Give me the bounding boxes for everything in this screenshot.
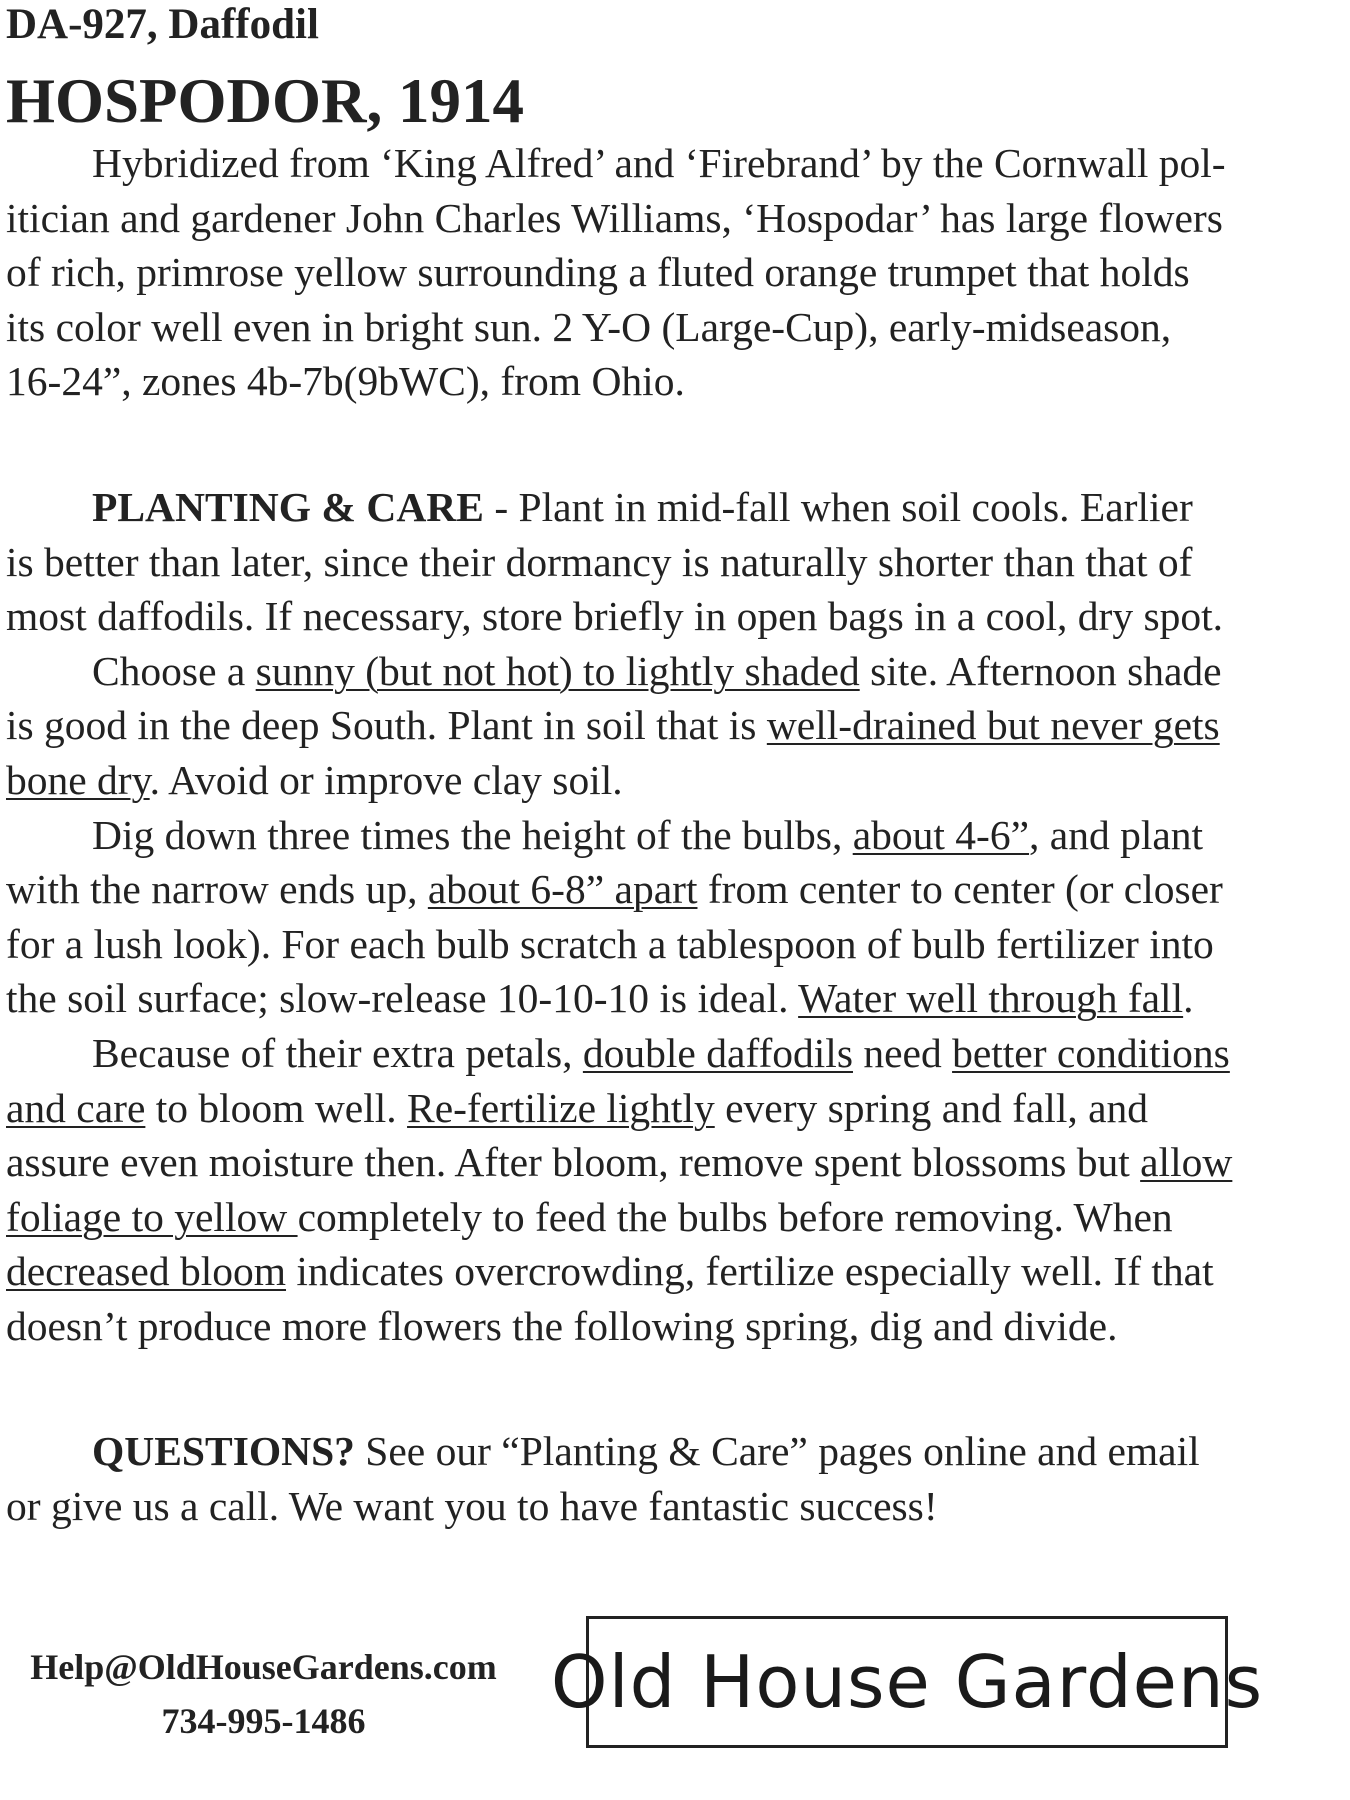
questions-section	[6, 1424, 1296, 1533]
planting-line: with the narrow ends up, about 6-8” apart from center to center (or closer	[6, 866, 1223, 913]
planting-line: decreased bloom indicates overcrowding, fertilize especially well. If that	[6, 1248, 1214, 1295]
underlined-phrase: Re-fertilize lightly	[407, 1084, 715, 1131]
description-line: 16-24”, zones 4b-7b(9bWC), from Ohio.	[6, 358, 685, 405]
product-title: HOSPODOR, 1914	[6, 66, 525, 136]
underlined-phrase: allow	[1140, 1139, 1233, 1186]
description-paragraph	[6, 136, 1296, 409]
contact-phone[interactable]: 734-995-1486	[161, 1701, 366, 1741]
description-line: of rich, primrose yellow surrounding a fluted orange trumpet that holds	[6, 249, 1190, 296]
planting-line: Dig down three times the height of the bulbs, about 4-6”, and plant	[92, 811, 1204, 858]
planting-line: doesn’t produce more flowers the following spring, dig and divide.	[6, 1302, 1118, 1349]
contact-block	[6, 1640, 521, 1748]
description-line: Hybridized from ‘King Alfred’ and ‘Firebrand’ by the Cornwall pol-	[92, 140, 1226, 186]
planting-line: PLANTING & CARE - Plant in mid-fall when soil cools. Earlier	[92, 484, 1193, 530]
underlined-phrase: sunny (but not hot) to lightly shaded	[255, 647, 860, 694]
underlined-phrase: well-drained but never gets	[766, 702, 1220, 749]
underlined-phrase: better conditions	[952, 1029, 1230, 1076]
planting-line: bone dry. Avoid or improve clay soil.	[6, 756, 623, 803]
planting-line: is better than later, since their dormancy is naturally shorter than that of	[6, 538, 1193, 585]
underlined-phrase: about 6-8” apart	[427, 866, 698, 913]
contact-email[interactable]: Help@OldHouseGardens.com	[30, 1647, 497, 1687]
underlined-phrase: bone dry	[6, 756, 150, 803]
underlined-phrase: double daffodils	[582, 1029, 853, 1076]
questions-heading: QUESTIONS?	[92, 1428, 355, 1474]
planting-line: and care to bloom well. Re-fertilize lightly every spring and fall, and	[6, 1084, 1149, 1131]
planting-line: the soil surface; slow-release 10-10-10 is ideal. Water well through fall.	[6, 975, 1194, 1022]
underlined-phrase: and care	[6, 1084, 146, 1131]
planting-line: Because of their extra petals, double daffodils need better conditions	[92, 1029, 1230, 1076]
underlined-phrase: foliage to yellow	[6, 1193, 298, 1240]
product-code: DA-927, Daffodil	[6, 1, 319, 48]
planting-line: foliage to yellow completely to feed the bulbs before removing. When	[6, 1193, 1173, 1240]
questions-line: QUESTIONS? See our “Planting & Care” pages online and email	[92, 1428, 1200, 1474]
planting-line: is good in the deep South. Plant in soil that is well-drained but never gets	[6, 702, 1220, 749]
underlined-phrase: about 4-6”	[852, 811, 1030, 858]
planting-line: assure even moisture then. After bloom, remove spent blossoms but allow	[6, 1139, 1233, 1186]
underlined-phrase: decreased bloom	[6, 1248, 287, 1295]
planting-line: for a lush look). For each bulb scratch a tablespoon of bulb fertilizer into	[6, 920, 1214, 967]
planting-care-heading: PLANTING & CARE	[92, 484, 484, 530]
brand-logo	[550, 1616, 1264, 1748]
planting-care-section	[6, 480, 1296, 1354]
planting-line: most daffodils. If necessary, store briefly in open bags in a cool, dry spot.	[6, 593, 1224, 640]
description-line: itician and gardener John Charles Williams, ‘Hospodar’ has large flowers	[6, 194, 1223, 241]
underlined-phrase: Water well through fall	[798, 975, 1184, 1022]
brand-logo-text: Old House Gardens	[550, 1640, 1264, 1724]
description-line: its color well even in bright sun. 2 Y-O (Large-Cup), early-midseason,	[6, 303, 1172, 350]
planting-line: Choose a sunny (but not hot) to lightly shaded site. Afternoon shade	[92, 647, 1222, 694]
questions-line: or give us a call. We want you to have fantastic success!	[6, 1482, 938, 1529]
